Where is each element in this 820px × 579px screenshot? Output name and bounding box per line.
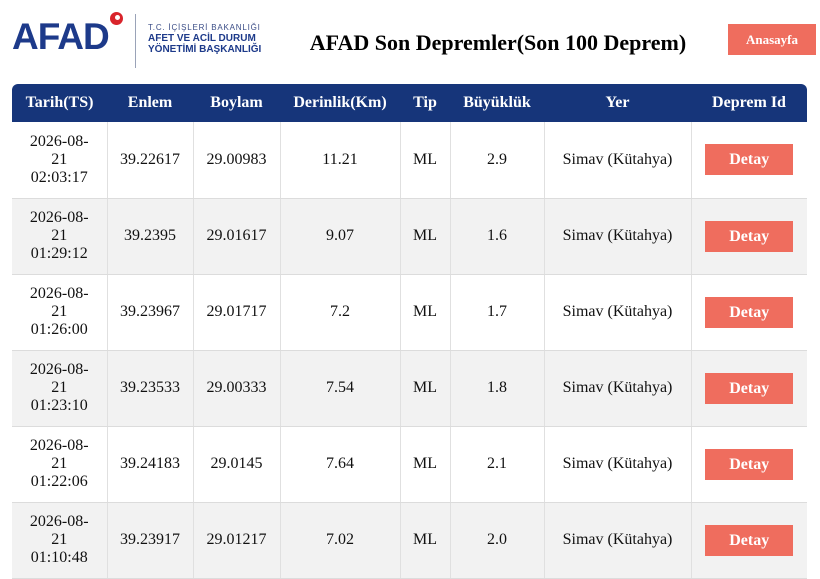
action-cell (691, 426, 807, 502)
detail-button[interactable]: Detay (705, 373, 793, 404)
column-header-longitude[interactable]: Boylam (210, 94, 263, 111)
date-cell (12, 502, 107, 578)
date-cell (12, 122, 107, 198)
depth-cell: 11.21 (280, 122, 400, 198)
table-row (12, 274, 807, 350)
day-part: 21 (51, 455, 68, 472)
home-button[interactable]: Anasayfa (728, 24, 816, 55)
day-part: 21 (51, 303, 68, 320)
earthquake-table (12, 84, 807, 579)
date-part: 2026-08- (29, 437, 89, 454)
earthquake-table-container (12, 84, 807, 579)
magnitude-cell: 1.7 (450, 274, 544, 350)
type-cell: ML (400, 274, 450, 350)
latitude-cell: 39.23533 (107, 350, 193, 426)
day-part: 21 (51, 227, 68, 244)
longitude-cell: 29.00983 (193, 122, 280, 198)
place-cell: Simav (Kütahya) (544, 350, 691, 426)
type-cell: ML (400, 350, 450, 426)
page-title: AFAD Son Depremler(Son 100 Deprem) (309, 30, 687, 55)
detail-button[interactable]: Detay (705, 449, 793, 480)
longitude-cell: 29.01617 (193, 198, 280, 274)
latitude-cell: 39.24183 (107, 426, 193, 502)
date-part: 2026-08- (29, 209, 89, 226)
longitude-cell: 29.00333 (193, 350, 280, 426)
logo-text (148, 22, 261, 55)
depth-cell: 9.07 (280, 198, 400, 274)
date-cell (12, 426, 107, 502)
magnitude-cell: 2.0 (450, 502, 544, 578)
type-cell: ML (400, 122, 450, 198)
column-header-place[interactable]: Yer (605, 94, 630, 111)
magnitude-cell: 2.1 (450, 426, 544, 502)
table-row (12, 502, 807, 578)
column-header-latitude[interactable]: Enlem (127, 94, 173, 111)
time-part: 01:22:06 (30, 473, 88, 490)
time-part: 01:10:48 (30, 549, 88, 566)
depth-cell: 7.54 (280, 350, 400, 426)
day-part: 21 (51, 379, 68, 396)
column-header-date[interactable]: Tarih(TS) (25, 94, 94, 111)
day-part: 21 (51, 531, 68, 548)
depth-cell: 7.64 (280, 426, 400, 502)
type-cell: ML (400, 198, 450, 274)
longitude-cell: 29.01217 (193, 502, 280, 578)
magnitude-cell: 1.6 (450, 198, 544, 274)
latitude-cell: 39.2395 (107, 198, 193, 274)
longitude-cell: 29.01717 (193, 274, 280, 350)
logo-line-agency: AFET VE ACİL DURUM (148, 33, 256, 44)
place-cell: Simav (Kütahya) (544, 122, 691, 198)
longitude-cell: 29.0145 (193, 426, 280, 502)
crescent-star-icon (110, 12, 123, 25)
table-row (12, 122, 807, 198)
depth-cell: 7.2 (280, 274, 400, 350)
detail-button[interactable]: Detay (705, 221, 793, 252)
table-header-row (12, 84, 807, 122)
table-row (12, 350, 807, 426)
logo-line-directorate: YÖNETİMİ BAŞKANLIĞI (148, 44, 262, 55)
type-cell: ML (400, 426, 450, 502)
time-part: 01:26:00 (30, 321, 88, 338)
date-cell (12, 350, 107, 426)
action-cell (691, 274, 807, 350)
action-cell (691, 350, 807, 426)
time-part: 01:23:10 (30, 397, 88, 414)
column-header-depth[interactable]: Derinlik(Km) (293, 94, 387, 111)
depth-cell: 7.02 (280, 502, 400, 578)
magnitude-cell: 2.9 (450, 122, 544, 198)
action-cell (691, 122, 807, 198)
column-header-magnitude[interactable]: Büyüklük (463, 94, 531, 111)
action-cell (691, 198, 807, 274)
latitude-cell: 39.23967 (107, 274, 193, 350)
detail-button[interactable]: Detay (705, 525, 793, 556)
date-part: 2026-08- (29, 285, 89, 302)
time-part: 02:03:17 (30, 168, 88, 186)
date-part: 2026-08- (29, 132, 89, 150)
logo-line-ministry: T.C. İÇİŞLERİ BAKANLIĞI (148, 23, 261, 32)
place-cell: Simav (Kütahya) (544, 198, 691, 274)
latitude-cell: 39.22617 (107, 122, 193, 198)
logo-wordmark: AFAD (12, 16, 109, 57)
date-cell (12, 274, 107, 350)
place-cell: Simav (Kütahya) (544, 502, 691, 578)
place-cell: Simav (Kütahya) (544, 426, 691, 502)
place-cell: Simav (Kütahya) (544, 274, 691, 350)
type-cell: ML (400, 502, 450, 578)
detail-button[interactable]: Detay (705, 297, 793, 328)
table-row (12, 198, 807, 274)
date-cell (12, 198, 107, 274)
table-row (12, 426, 807, 502)
afad-logo[interactable] (12, 12, 262, 70)
latitude-cell: 39.23917 (107, 502, 193, 578)
logo-divider (135, 14, 136, 68)
day-part: 21 (51, 150, 68, 168)
column-header-type[interactable]: Tip (413, 94, 437, 111)
time-part: 01:29:12 (30, 245, 88, 262)
column-header-quake-id[interactable]: Deprem Id (712, 94, 786, 111)
action-cell (691, 502, 807, 578)
date-part: 2026-08- (29, 513, 89, 530)
site-header (0, 0, 820, 76)
magnitude-cell: 1.8 (450, 350, 544, 426)
detail-button[interactable]: Detay (705, 144, 793, 175)
date-part: 2026-08- (29, 361, 89, 378)
